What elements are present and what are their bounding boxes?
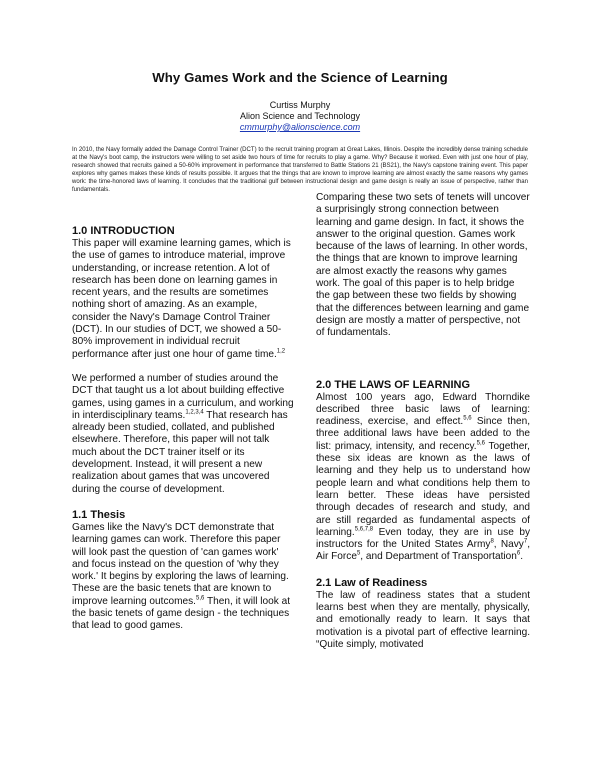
citation-superscript: 5,6 <box>196 595 205 602</box>
left-column <box>72 224 294 633</box>
section-heading-thesis: 1.1 Thesis <box>72 508 126 521</box>
abstract: In 2010, the Navy formally added the Damage Control Trainer (DCT) to the recruit training program at Great Lakes, Illinois. Despite the incredibly dense training schedule at the Navy's boot camp, the instructors were willing to set aside two hours of time for recruits to play a game. Why? Because it worked. Even with just one hour of play, research showed that recruits gained a 50-60% improvement in performance that transferred to Battle Stations 21 (BS21), the Navy's capstone training event. This paper explores why games makes these kinds of results possible. It argues that the things that are known to improve learning are almost exactly the same reasons why games work: the time-honored laws of learning. It concludes that the traditional gulf between instructional design and game design is really an issue of perspective, rather than fundamentals. <box>72 147 528 194</box>
citation-superscript: 6 <box>516 551 521 558</box>
author-email-link[interactable]: cmmurphy@alionscience.com <box>239 122 361 132</box>
paper-title: Why Games Work and the Science of Learning <box>152 70 448 85</box>
author-name: Curtiss Murphy <box>269 100 331 110</box>
thesis-paragraph: Games like the Navy's DCT demonstrate that learning games can work. Therefore this paper will look past the question of 'can games work' and focus instead on the question of 'why they work.' It begins by exploring the laws of learning. These are the basic tenets that are known to improve learning outcomes.$^{5,6}$ Then, it will look at the basic tenets of game design - the techniques that lead to good games. <box>72 521 290 632</box>
section-heading-introduction: 1.0 INTRODUCTION <box>72 225 175 237</box>
section-heading-law-of-readiness: 2.1 Law of Readiness <box>316 576 428 589</box>
citation-superscript: 8 <box>490 538 494 545</box>
citation-superscript: 7 <box>523 538 528 545</box>
right-column <box>316 192 530 651</box>
author-block <box>150 100 450 133</box>
laws-paragraph: Almost 100 years ago, Edward Thorndike described three basic laws of learning: readiness, exercise, and effect.$^{5,6}$ Since then, three additional laws have been added to the list: primacy, intensity, and recency.$^{5,6}$ Together, these six ideas are known as the laws of learning and they help us to understand how people learn and what conditions help them to learn better. These ideas have persisted through decades of research and study, and are still regarded as fundamental aspects of learning.$^{5,6,7,8}$ Even today, they are in use by instructors for the United States Army$^8$, Navy$^7$, Air Force$^5$, and Department of Transportation$^6$. <box>316 391 530 563</box>
citation-superscript: 5,6,7,8 <box>354 526 374 533</box>
citation-superscript: 5 <box>356 551 361 558</box>
intro-paragraph-2: We performed a number of studies around the DCT that taught us a lot about building effective games, using games in a curriculum, and working in interdisciplinary teams.$^{1,2,3,4}$ That research has already been studied, collated, and published elsewhere. Therefore, this paper will not talk much about the DCT trainer itself or its development. Instead, it will present a new realization about games that was uncovered during the course of development. <box>72 372 294 495</box>
comparison-paragraph: Comparing these two sets of tenets will uncover a surprisingly strong connection between learning and game design. In fact, it shows the answer to the original question. Games work because of the laws of learning. In other words, the things that are known to improve learning are almost exactly the reasons why games work. The goal of this paper is to help bridge the gap between these two fields by showing that the differences between learning and game design are mostly a matter of perspective, not of fundamentals. <box>316 192 530 339</box>
readiness-paragraph: The law of readiness states that a student learns best when they are mentally, physically, and emotionally ready to learn. It says that motivation is a pivotal part of effective learning. “Quite simply, motivated <box>316 589 530 650</box>
section-heading-laws-of-learning: 2.0 THE LAWS OF LEARNING <box>316 378 471 391</box>
intro-paragraph-1: This paper will examine learning games, which is the use of games to introduce material, improve understanding, or increase retention. A lot of research has been done on learning games in recent years, and the results are sometimes nothing short of amazing. As an example, consider the Navy's Damage Control Trainer (DCT). In our studies of DCT, we showed a 50-80% improvement in individual recruit performance after just one hour of game time.$^{1,2}$ <box>72 238 291 360</box>
author-affiliation: Alion Science and Technology <box>240 111 360 121</box>
citation-superscript: 1,2,3,4 <box>185 409 204 416</box>
citation-superscript: 1,2 <box>276 348 286 355</box>
citation-superscript: 5,6 <box>463 415 472 422</box>
citation-superscript: 5,6 <box>476 440 485 447</box>
